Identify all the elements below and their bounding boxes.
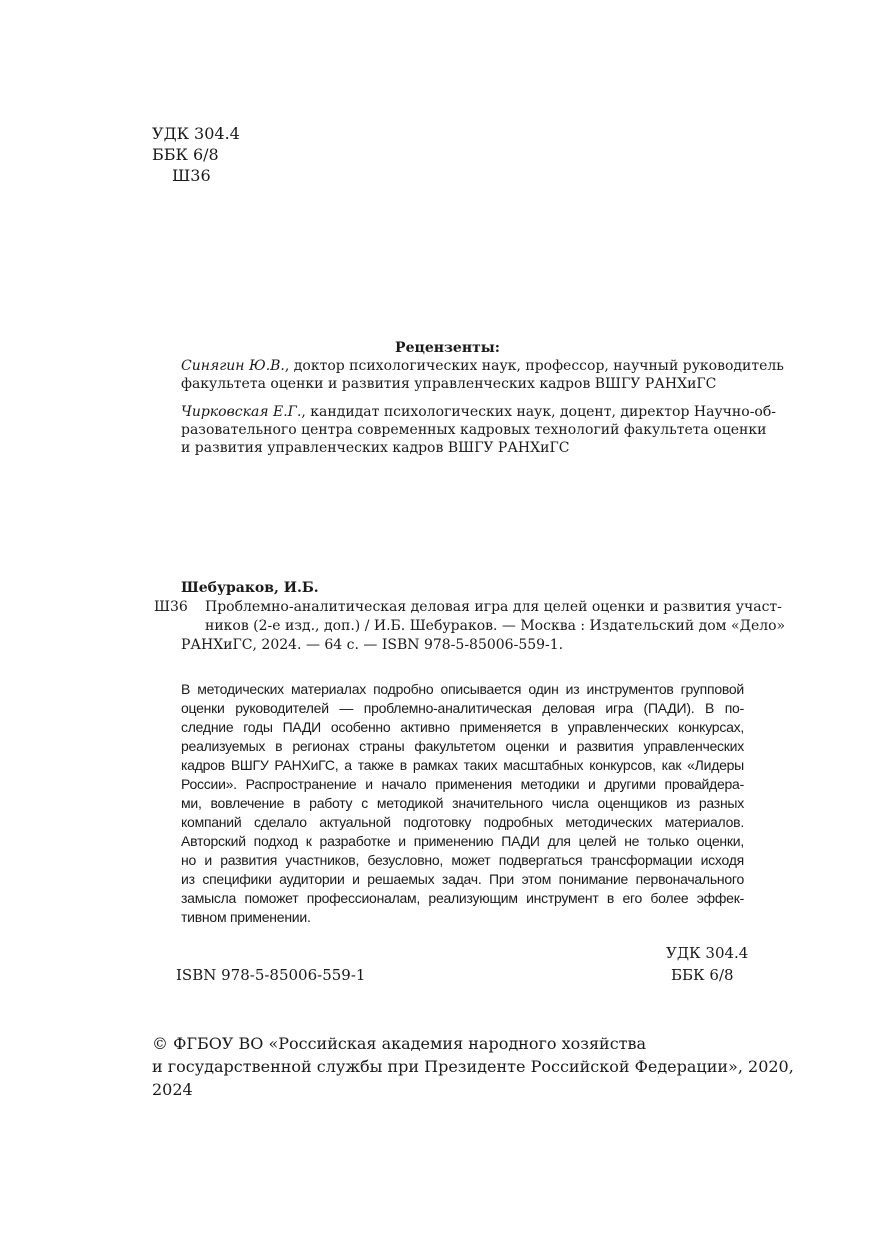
reviewer-1-title: , доктор психологических наук, профессор, научный руководитель [284,358,784,374]
bib-line: Проблемно-аналитическая деловая игра для целей оценки и развития участ- [205,599,782,615]
reviewers-heading: Рецензенты: [395,340,500,356]
reviewer-1-name: Синягин Ю.В. [181,358,285,374]
annotation-line: замысла поможет профессионалам, реализующим инструмент в его более эффек- [181,890,744,906]
copyright-line: 2024 [152,1080,193,1099]
reviewer-2-line-2: разовательного центра современных кадровых технологий факультета оценки [181,422,767,438]
annotation-line: В методических материалах подробно описывается один из инструментов групповой [181,681,744,697]
reviewer-2-name: Чирковская Е.Г. [181,404,302,420]
annotation-line: Авторский подход к разработке и применению ПАДИ для целей не только оценки, [181,833,744,849]
annotation-line: компаний сделало актуальной подготовку подробных методических материалов. [181,814,744,830]
copyright-line: © ФГБОУ ВО «Российская академия народного хозяйства [152,1034,647,1053]
reviewer-2-line-3: и развития управленческих кадров ВШГУ РАНХиГС [181,440,570,456]
udk-code-top: УДК 304.4 [152,124,240,143]
annotation-line: из специфики аудитории и решаемых задач. При этом понимание первоначального [181,871,744,887]
isbn: ISBN 978-5-85006-559-1 [176,966,366,984]
bib-author-mark: Ш36 [154,599,188,615]
bbk-code-top: ББК 6/8 [152,145,219,164]
annotation-line: следние годы ПАДИ особенно активно применяется в управленческих конкурсах, [181,719,744,735]
reviewer-2-title: , кандидат психологических наук, доцент, директор Научно-об- [301,404,777,420]
reviewer-1-line-2: факультета оценки и развития управленческих кадров ВШГУ РАНХиГС [181,376,717,392]
udk-code-bottom: УДК 304.4 [666,944,749,962]
bib-line: ников (2-е изд., доп.) / И.Б. Шебураков. — Москва : Издательский дом «Дело» [205,618,786,634]
bib-author: Шебураков, И.Б. [181,580,319,596]
copyright-line: и государственной службы при Президенте Российской Федерации», 2020, [152,1057,794,1076]
annotation-line: оценки руководителей — проблемно-аналитическая деловая игра (ПАДИ). В по- [181,700,744,716]
bib-line: РАНХиГС, 2024. — 64 с. — ISBN 978-5-85006-559-1. [181,637,564,653]
bbk-code-bottom: ББК 6/8 [671,966,734,984]
annotation-line: кадров ВШГУ РАНХиГС, а также в рамках таких масштабных конкурсов, как «Лидеры [181,757,744,773]
annotation-line: тивном применении. [181,909,311,925]
annotation-line: но и развития участников, безусловно, может подвергаться трансформации исходя [181,852,744,868]
reviewer-2-line-1 [181,403,777,421]
annotation-line: ми, вовлечение в работу с методикой значительного числа оценщиков из разных [181,795,744,811]
reviewer-1-line-1 [181,357,784,375]
annotation-line: России». Распространение и начало применения методики и другими провайдера- [181,776,744,792]
annotation-line: реализуемых в регионах страны факультетом оценки и развития управленческих [181,738,744,754]
author-mark-top: Ш36 [172,166,211,185]
